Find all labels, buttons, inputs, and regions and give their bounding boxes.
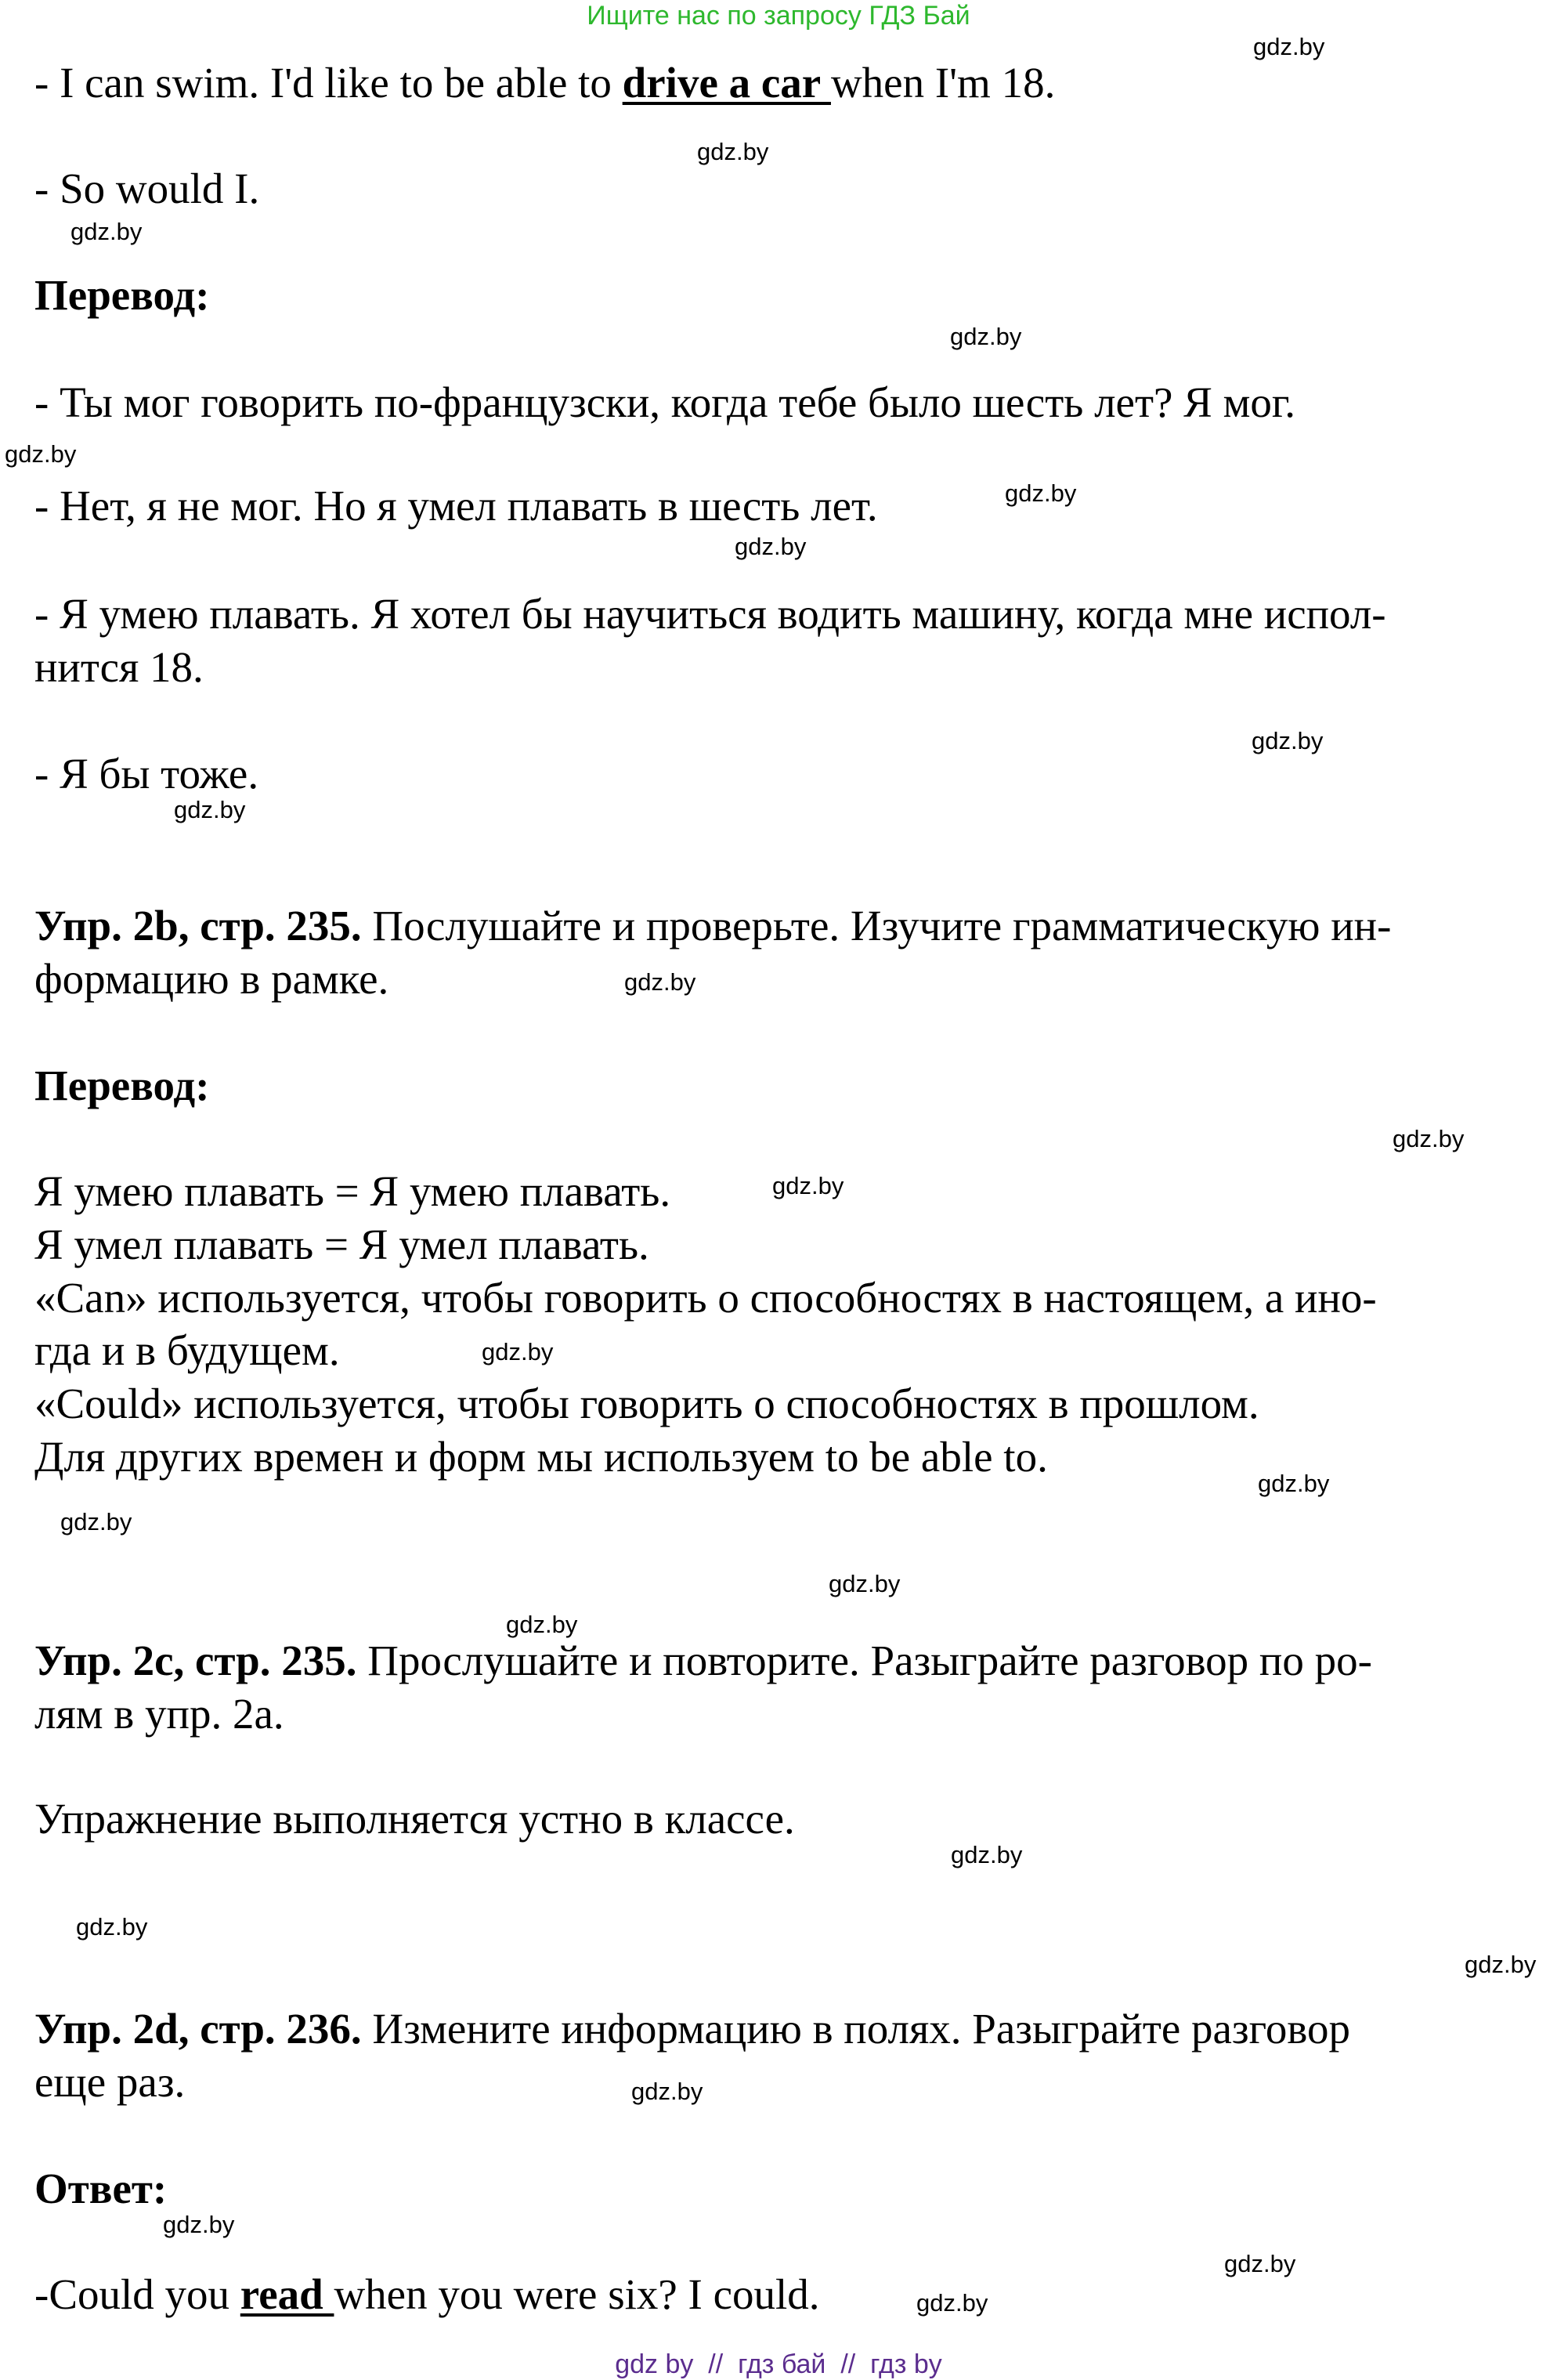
watermark: gdz.by — [76, 1913, 148, 1941]
search-banner — [0, 0, 1557, 31]
watermark: gdz.by — [70, 218, 143, 245]
dialogue-line-so-would-i: - So would I. — [34, 165, 260, 212]
exercise-2b-title: Упр. 2b, стр. 235. Послушайте и проверьте. Изучите грамматическую ин- — [34, 902, 1392, 949]
answer-line: -Could you read when you were six? I could. — [34, 2270, 820, 2318]
translation-line: - Ты мог говорить по-французски, когда тебе было шесть лет? Я мог. — [34, 378, 1295, 426]
exercise-2c-answer: Упражнение выполняется устно в классе. — [34, 1795, 795, 1843]
watermark: gdz.by — [735, 533, 807, 560]
translation-line: - Я умею плавать. Я хотел бы научиться водить машину, когда мне испол- — [34, 590, 1386, 638]
watermark: gdz.by — [1224, 2250, 1296, 2277]
watermark: gdz.by — [697, 138, 769, 165]
grammar-line: Для других времен и форм мы используем to be able to. — [34, 1433, 1048, 1481]
watermark: gdz.by — [829, 1570, 901, 1597]
exercise-label: Упр. 2b, стр. 235. — [34, 902, 362, 949]
watermark: gdz.by — [1465, 1951, 1537, 1978]
exercise-2d-title-cont: еще раз. — [34, 2058, 186, 2106]
exercise-2c-title-cont: лям в упр. 2а. — [34, 1690, 284, 1738]
translation-line: нится 18. — [34, 643, 204, 691]
answer-heading: Ответ: — [34, 2165, 168, 2212]
grammar-line: «Could» используется, чтобы говорить о способностях в прошлом. — [34, 1380, 1259, 1427]
watermark: gdz.by — [482, 1338, 554, 1365]
watermark: gdz.by — [1253, 33, 1325, 60]
exercise-2d-title: Упр. 2d, стр. 236. Измените информацию в полях. Разыграйте разговор — [34, 2005, 1350, 2053]
watermark: gdz.by — [950, 323, 1022, 350]
grammar-line: Я умел плавать = Я умел плавать. — [34, 1221, 649, 1268]
keyphrase-drive-a-car: drive a car — [622, 59, 831, 107]
watermark: gdz.by — [5, 440, 77, 468]
exercise-label: Упр. 2d, стр. 236. — [34, 2005, 362, 2053]
watermark: gdz.by — [506, 1611, 578, 1638]
watermark: gdz.by — [1258, 1470, 1330, 1497]
translation-heading: Перевод: — [34, 1062, 210, 1109]
watermark: gdz.by — [916, 2289, 988, 2317]
translation-line: - Нет, я не мог. Но я умел плавать в шесть лет. — [34, 482, 878, 530]
watermark: gdz.by — [60, 1508, 132, 1535]
exercise-label: Упр. 2c, стр. 235. — [34, 1637, 357, 1684]
watermark: gdz.by — [951, 1841, 1023, 1868]
exercise-2c-title: Упр. 2c, стр. 235. Прослушайте и повторите. Разыграйте разговор по ро- — [34, 1637, 1372, 1684]
dialogue-line-drive: - I can swim. I'd like to be able to drive a car when I'm 18. — [34, 59, 1056, 107]
grammar-line: гда и в будущем. — [34, 1326, 340, 1374]
watermark: gdz.by — [1393, 1125, 1465, 1152]
watermark: gdz.by — [631, 2078, 703, 2105]
watermark: gdz.by — [772, 1172, 844, 1199]
watermark: gdz.by — [174, 796, 246, 823]
watermark: gdz.by — [1252, 727, 1324, 754]
footer-text: gdz by // гдз бай // гдз by — [615, 2349, 942, 2379]
footer-links — [0, 2349, 1557, 2380]
translation-line: - Я бы тоже. — [34, 750, 259, 798]
keyphrase-read: read — [240, 2270, 334, 2318]
exercise-2b-title-cont: формацию в рамке. — [34, 955, 389, 1003]
search-banner-text: Ищите нас по запросу ГДЗ Бай — [587, 1, 970, 31]
grammar-line: Я умею плавать = Я умею плавать. — [34, 1167, 671, 1215]
grammar-line: «Can» используется, чтобы говорить о способностях в настоящем, а ино- — [34, 1274, 1377, 1322]
watermark: gdz.by — [163, 2211, 235, 2238]
translation-heading: Перевод: — [34, 271, 210, 319]
watermark: gdz.by — [624, 968, 696, 996]
watermark: gdz.by — [1005, 479, 1077, 507]
